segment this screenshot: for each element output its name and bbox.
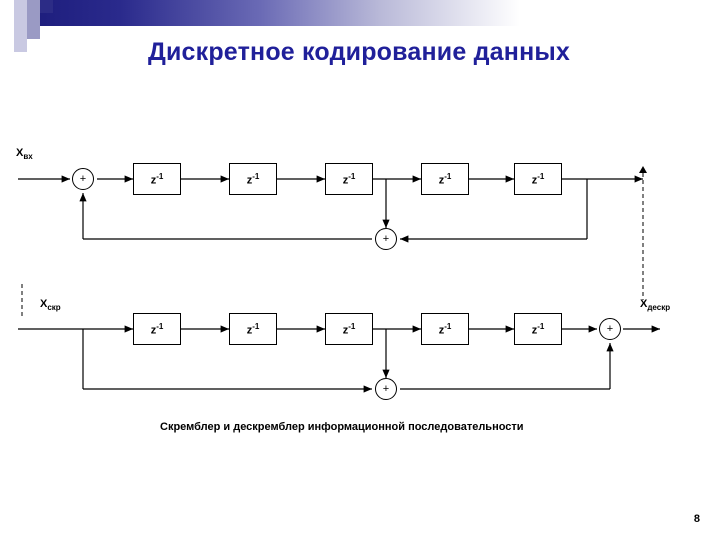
page-title: Дискретное кодирование данных [147,38,571,66]
delay-label: $z^{-1}$ [342,171,356,187]
label-input-top-text: X [16,147,24,159]
label-input-bottom-text: X [40,298,48,310]
descrambler-delay-2[interactable] [229,313,277,345]
descrambler-adder-output[interactable] [599,318,621,340]
scrambler-delay-3[interactable] [325,163,373,195]
label-input-bottom-sub: скр [47,303,61,313]
delay-label: $z^{-1}$ [438,171,452,187]
diagram-caption: Скремблер и дескремблер информационной последовательности [160,421,524,433]
delay-label: $z^{-1}$ [246,321,260,337]
adder-symbol: + [79,172,87,185]
scrambler-adder-1[interactable] [72,168,94,190]
descrambler-delay-4[interactable] [421,313,469,345]
adder-symbol: + [606,322,614,335]
decor-square-4 [14,13,27,26]
delay-label: $z^{-1}$ [246,171,260,187]
label-input-top [16,147,33,161]
scrambler-delay-4[interactable] [421,163,469,195]
delay-label: $z^{-1}$ [150,171,164,187]
delay-label: $z^{-1}$ [342,321,356,337]
label-output-bottom-sub: дескр [647,303,671,313]
decor-square-3 [40,0,53,13]
descrambler-delay-1[interactable] [133,313,181,345]
label-output-bottom-text: X [640,298,648,310]
scrambler-delay-5[interactable] [514,163,562,195]
decor-square-1 [14,0,27,13]
adder-symbol: + [382,232,390,245]
label-output-bottom [640,298,670,312]
descrambler-delay-5[interactable] [514,313,562,345]
label-input-bottom [40,298,61,312]
descrambler-adder-feedback[interactable] [375,378,397,400]
label-input-top-sub: вх [23,152,33,162]
delay-label: $z^{-1}$ [438,321,452,337]
scrambler-delay-2[interactable] [229,163,277,195]
delay-label: $z^{-1}$ [150,321,164,337]
header-band [0,0,718,26]
scrambler-adder-2[interactable] [375,228,397,250]
delay-label: $z^{-1}$ [531,171,545,187]
descrambler-delay-3[interactable] [325,313,373,345]
adder-symbol: + [382,382,390,395]
delay-label: $z^{-1}$ [531,321,545,337]
scrambler-delay-1[interactable] [133,163,181,195]
page-number: 8 [693,513,700,525]
decor-square-2 [27,0,40,13]
decor-square-5 [27,13,40,26]
